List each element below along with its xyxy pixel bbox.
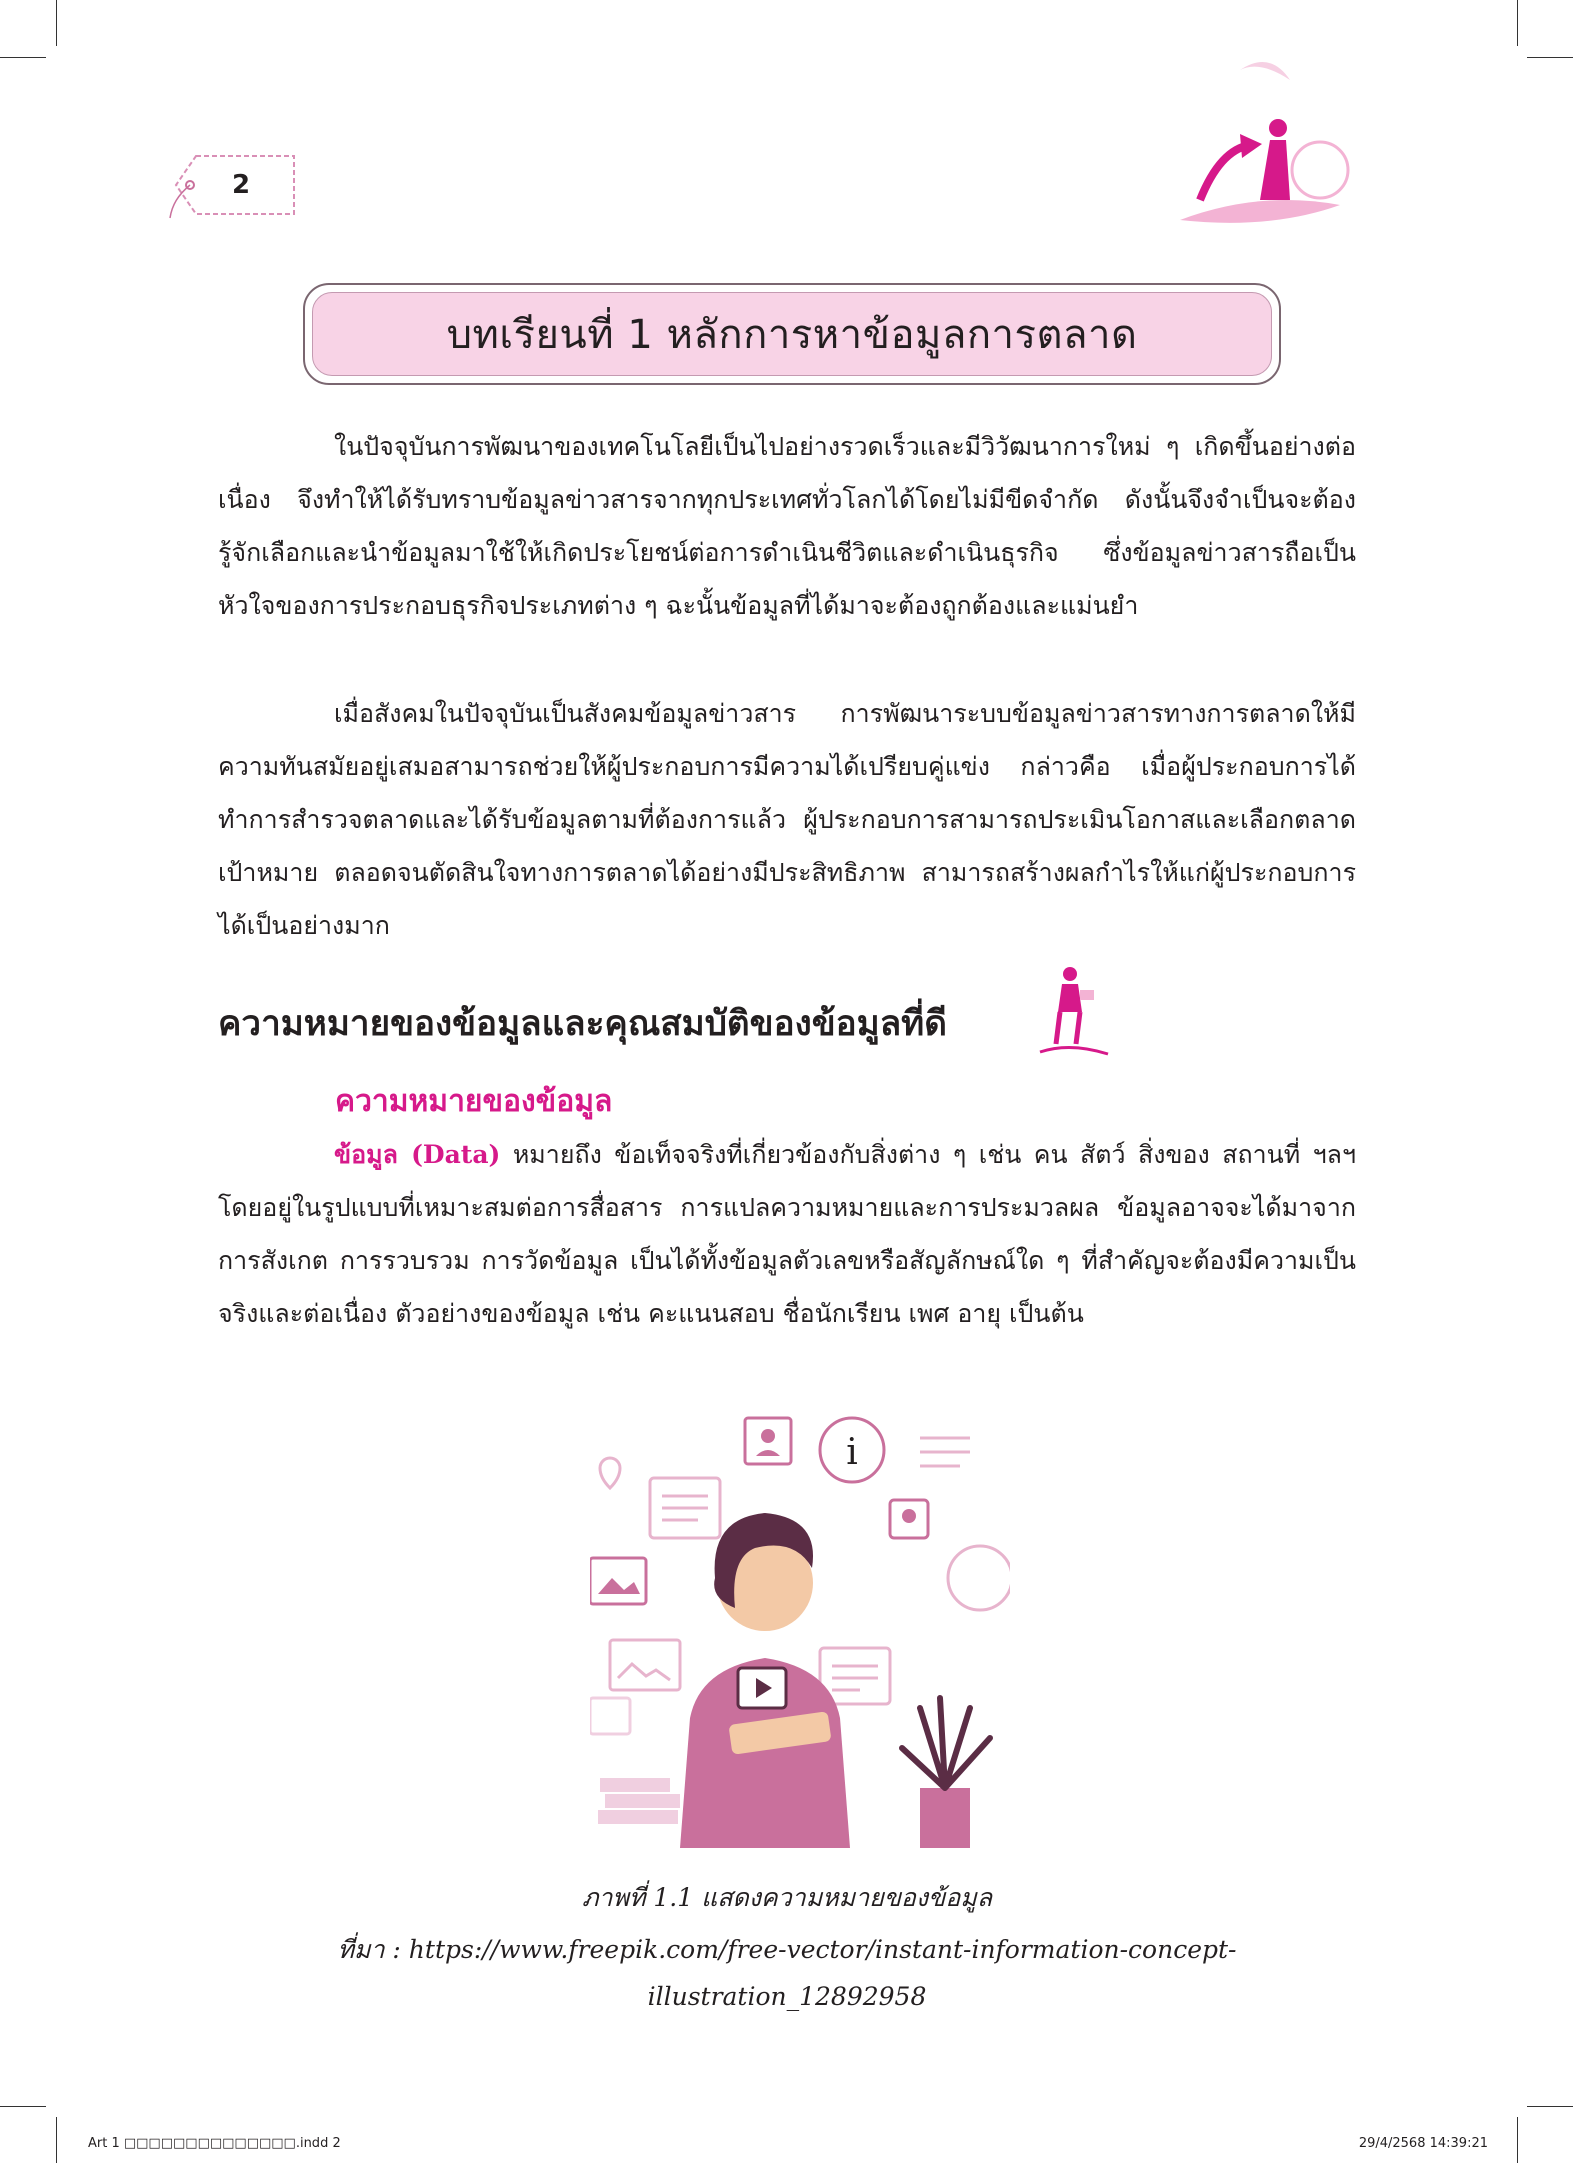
crop-mark — [1517, 2117, 1518, 2163]
info-letter: i — [846, 1432, 858, 1473]
print-slug-date: 29/4/2568 14:39:21 — [1358, 2136, 1488, 2151]
crop-mark — [1527, 57, 1573, 58]
section-heading: ความหมายของข้อมูลและคุณสมบัติของข้อมูลที่ดี — [218, 1003, 947, 1044]
page-number: 2 — [232, 170, 251, 200]
definition-text: หมายถึง ข้อเท็จจริงที่เกี่ยวข้องกับสิ่งต่าง ๆ เช่น คน สัตว์ สิ่งของ สถานที่ ฯลฯ โดยอยู่ในรูปแบบที่เหมาะสมต่อการสื่อสาร การแปลความหมายและการประมวลผล ข้อมูลอาจจะได้มาจากการสังเกต การรวบรวม การวัดข้อมูล เป็นได้ทั้งข้อมูลตัวเลขหรือสัญลักษณ์ใด ๆ ที่สำคัญจะต้องมีความเป็นจริงและต่อเนื่อง ตัวอย่างของข้อมูล เช่น คะแนนสอบ ชื่อนักเรียน เพศ อายุ เป็นต้น — [218, 1140, 1357, 1328]
chapter-title: บทเรียนที่ 1 หลักการหาข้อมูลการตลาด — [446, 312, 1138, 358]
figure-caption: ภาพที่ 1.1 แสดงความหมายของข้อมูล — [581, 1883, 993, 1912]
crop-mark — [1517, 0, 1518, 46]
chapter-title-box — [303, 283, 1281, 385]
figure-source: ที่มา : https://www.freepik.com/free-vector/instant-information-concept- — [337, 1935, 1237, 1964]
definition-paragraph — [218, 1128, 1356, 1340]
definition-block — [218, 1128, 1356, 1340]
chapter-title-fill — [312, 292, 1272, 376]
crop-mark — [0, 57, 46, 58]
crop-mark — [56, 0, 57, 46]
intro-paragraph-1-block — [218, 420, 1356, 632]
intro-paragraph: เมื่อสังคมในปัจจุบันเป็นสังคมข้อมูลข่าวสาร การพัฒนาระบบข้อมูลข่าวสารทางการตลาดให้มีความทันสมัยอยู่เสมอสามารถช่วยให้ผู้ประกอบการมีความได้เปรียบคู่แข่ง กล่าวคือ เมื่อผู้ประกอบการได้ทำการสำรวจตลาดและได้รับข้อมูลตามที่ต้องการแล้ว ผู้ประกอบการสามารถประเมินโอกาสและเลือกตลาดเป้าหมาย ตลอดจนตัดสินใจทางการตลาดได้อย่างมีประสิทธิภาพ สามารถสร้างผลกำไรให้แก่ผู้ประกอบการได้เป็นอย่างมาก — [218, 699, 1356, 940]
intro-paragraph: ในปัจจุบันการพัฒนาของเทคโนโลยีเป็นไปอย่างรวดเร็วและมีวิวัฒนาการใหม่ ๆ เกิดขึ้นอย่างต่อเนื่อง จึงทำให้ได้รับทราบข้อมูลข่าวสารจากทุกประเทศทั่วโลกได้โดยไม่มีขีดจำกัด ดังนั้นจึงจำเป็นจะต้องรู้จักเลือกและนำข้อมูลมาใช้ให้เกิดประโยชน์ต่อการดำเนินชีวิตและดำเนินธุรกิจ ซึ่งข้อมูลข่าวสารถือเป็นหัวใจของการประกอบธุรกิจประเภทต่าง ๆ ฉะนั้นข้อมูลที่ได้มาจะต้องถูกต้องและแม่นยำ — [218, 432, 1356, 620]
print-slug-file: Art 1 □□□□□□□□□□□□□□.indd 2 — [88, 2136, 341, 2151]
businessman-arrow-icon — [1140, 30, 1360, 230]
definition-term: ข้อมูล (Data) — [334, 1140, 501, 1169]
crop-mark — [1527, 2106, 1573, 2107]
figure-source-continued: illustration_12892958 — [647, 1982, 927, 2011]
reading-person-icon — [1030, 960, 1110, 1060]
info-illustration — [590, 1408, 1010, 1848]
subsection-heading: ความหมายของข้อมูล — [335, 1084, 613, 1119]
crop-mark — [0, 2106, 46, 2107]
crop-mark — [56, 2117, 57, 2163]
intro-paragraph-2-block — [218, 687, 1356, 952]
